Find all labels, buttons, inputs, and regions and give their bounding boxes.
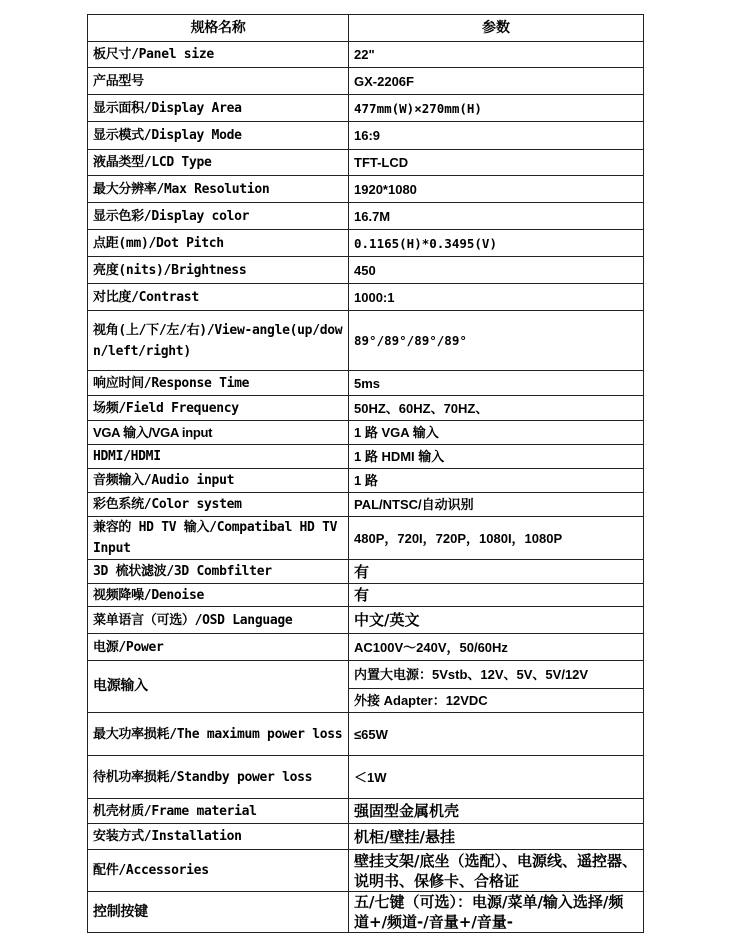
spec-name: 点距(mm)/Dot Pitch — [88, 230, 349, 257]
spec-name: 兼容的 HD TV 输入/Compatibal HD TV Input — [88, 517, 349, 560]
table-row — [88, 799, 644, 824]
spec-name: 最大分辨率/Max Resolution — [88, 176, 349, 203]
table-row — [88, 150, 644, 176]
spec-name: 彩色系统/Color system — [88, 493, 349, 517]
table-row — [88, 634, 644, 661]
table-row — [88, 493, 644, 517]
spec-value: 16.7M — [349, 203, 644, 230]
spec-name: 安装方式/Installation — [88, 824, 349, 850]
spec-table — [87, 14, 644, 933]
spec-value: GX-2206F — [349, 68, 644, 95]
table-row — [88, 42, 644, 68]
spec-name: 电源输入 — [88, 661, 349, 713]
spec-name: 机壳材质/Frame material — [88, 799, 349, 824]
spec-name: 3D 梳状滤波/3D Combfilter — [88, 560, 349, 584]
spec-name: 音频输入/Audio input — [88, 469, 349, 493]
table-row — [88, 176, 644, 203]
spec-value: TFT-LCD — [349, 150, 644, 176]
table-row — [88, 371, 644, 396]
spec-name: 显示模式/Display Mode — [88, 122, 349, 150]
spec-value: 1 路 VGA 输入 — [349, 421, 644, 445]
spec-value: 壁挂支架/底坐（选配）、电源线、遥控器、说明书、保修卡、合格证 — [349, 850, 644, 892]
spec-value: 1 路 HDMI 输入 — [349, 445, 644, 469]
spec-value: 1920*1080 — [349, 176, 644, 203]
table-row — [88, 95, 644, 122]
spec-value: 1 路 — [349, 469, 644, 493]
spec-name: 控制按键 — [88, 892, 349, 933]
table-row — [88, 257, 644, 284]
table-row — [88, 756, 644, 799]
spec-value: 5ms — [349, 371, 644, 396]
spec-value: 0.1165(H)*0.3495(V) — [349, 230, 644, 257]
spec-value: 477mm(W)×270mm(H) — [349, 95, 644, 122]
spec-value: 强固型金属机壳 — [349, 799, 644, 824]
table-header-row — [88, 15, 644, 42]
spec-value: 50HZ、60HZ、70HZ、 — [349, 396, 644, 421]
spec-name: 电源/Power — [88, 634, 349, 661]
spec-value: 22" — [349, 42, 644, 68]
table-row — [88, 311, 644, 371]
spec-name: 显示色彩/Display color — [88, 203, 349, 230]
spec-name: 菜单语言（可选）/OSD Language — [88, 607, 349, 634]
spec-name: 最大功率损耗/The maximum power loss — [88, 713, 349, 756]
table-row — [88, 230, 644, 257]
spec-name: 配件/Accessories — [88, 850, 349, 892]
table-row — [88, 122, 644, 150]
table-row — [88, 713, 644, 756]
table-row — [88, 892, 644, 933]
header-parameter: 参数 — [349, 15, 644, 42]
spec-value: 16:9 — [349, 122, 644, 150]
spec-value: 五/七键（可选）：电源/菜单/输入选择/频道+/频道-/音量+/音量- — [349, 892, 644, 933]
spec-value: 1000:1 — [349, 284, 644, 311]
spec-value: 有 — [349, 584, 644, 607]
header-spec-name: 规格名称 — [88, 15, 349, 42]
table-row — [88, 824, 644, 850]
table-row — [88, 661, 644, 689]
spec-name: 视频降噪/Denoise — [88, 584, 349, 607]
spec-value: 89°/89°/89°/89° — [349, 311, 644, 371]
spec-value: 450 — [349, 257, 644, 284]
spec-value: ＜1W — [349, 756, 644, 799]
table-row — [88, 445, 644, 469]
spec-value: 内置大电源：5Vstb、12V、5V、5V/12V — [349, 661, 644, 689]
table-row — [88, 421, 644, 445]
spec-name: 对比度/Contrast — [88, 284, 349, 311]
table-row — [88, 850, 644, 892]
spec-name: 视角(上/下/左/右)/View-angle(up/down/left/right) — [88, 311, 349, 371]
spec-name: 待机功率损耗/Standby power loss — [88, 756, 349, 799]
spec-value: PAL/NTSC/自动识别 — [349, 493, 644, 517]
spec-name: 显示面积/Display Area — [88, 95, 349, 122]
table-row — [88, 469, 644, 493]
table-row — [88, 68, 644, 95]
spec-value: 机柜/壁挂/悬挂 — [349, 824, 644, 850]
spec-value: 中文/英文 — [349, 607, 644, 634]
spec-name: 场频/Field Frequency — [88, 396, 349, 421]
spec-value: ≤65W — [349, 713, 644, 756]
spec-value-secondary: 外接 Adapter：12VDC — [349, 689, 644, 713]
table-row — [88, 607, 644, 634]
table-row — [88, 517, 644, 560]
spec-name: 板尺寸/Panel size — [88, 42, 349, 68]
table-row — [88, 284, 644, 311]
spec-name: HDMI/HDMI — [88, 445, 349, 469]
table-row — [88, 560, 644, 584]
spec-name: VGA 输入/VGA input — [88, 421, 349, 445]
spec-name: 响应时间/Response Time — [88, 371, 349, 396]
spec-name: 亮度(nits)/Brightness — [88, 257, 349, 284]
table-row — [88, 203, 644, 230]
spec-value: 480P，720I，720P，1080I，1080P — [349, 517, 644, 560]
table-row — [88, 584, 644, 607]
spec-value: 有 — [349, 560, 644, 584]
spec-value: AC100V～240V，50/60Hz — [349, 634, 644, 661]
spec-name: 产品型号 — [88, 68, 349, 95]
table-row — [88, 396, 644, 421]
spec-name: 液晶类型/LCD Type — [88, 150, 349, 176]
